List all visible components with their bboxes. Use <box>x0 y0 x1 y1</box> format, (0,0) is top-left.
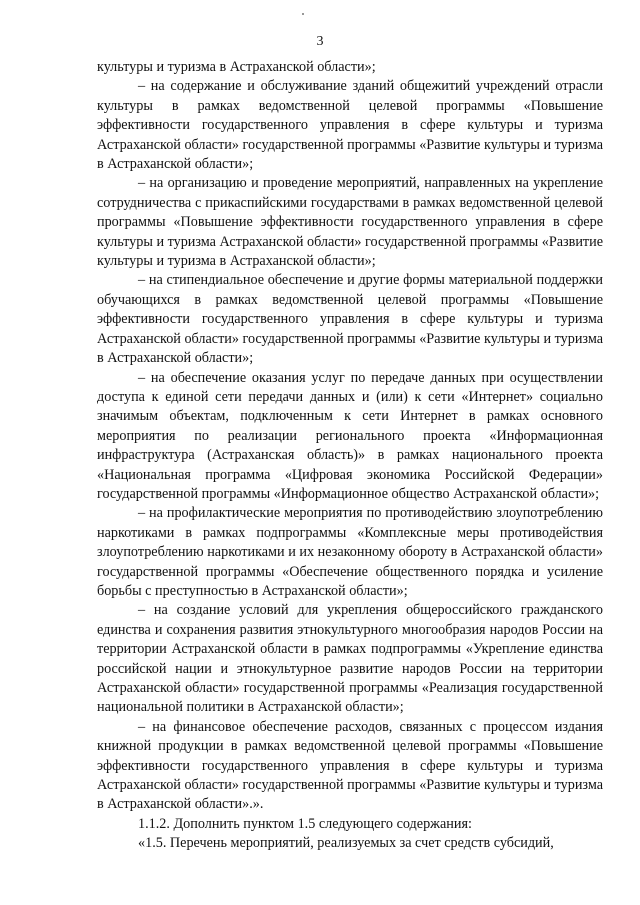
paragraph: – на создание условий для укрепления общероссийского гражданского единства и сохранения развития этнокультурного многообразия народов России на территории Астраханской области в рамках подпрограммы «Укрепление единства российской нации и этнокультурное развитие народов России на территории Астраханской области» государственной программы «Реализация государственной национальной политики в Астраханской области»; <box>97 602 603 716</box>
paragraph: – на финансовое обеспечение расходов, связанных с процессом издания книжной продукции в рамках ведомственной целевой программы «Повышение эффективности государственного управления в сфере культуры и туризма Астраханской области» государственной программы «Развитие культуры и туризма в Астраханской области».». <box>97 718 603 813</box>
paragraph: – на содержание и обслуживание зданий общежитий учреждений отрасли культуры в рамках ведомственной целевой программы «Повышение эффективности государственного управления в сфере культуры и туризма Астраханской области» государственной программы «Развитие культуры и туризма в Астраханской области»; <box>97 78 603 173</box>
paragraph: – на стипендиальное обеспечение и другие формы материальной поддержки обучающихся в рамках ведомственной целевой программы «Повышение эффективности государственного управления в сфере культуры и туризма Астраханской области» государственной программы «Развитие культуры и туризма в Астраханской области»; <box>97 272 603 367</box>
paragraph: – на организацию и проведение мероприятий, направленных на укрепление сотрудничества с прикаспийскими государствами в рамках ведомственной целевой программы «Повышение эффективности государственного управления в сфере культуры и туризма Астраханской области» государственной программы «Развитие культуры и туризма в Астраханской области»; <box>97 175 603 270</box>
page-number: 3 <box>316 34 324 49</box>
paragraph: – на обеспечение оказания услуг по передаче данных при осуществлении доступа к единой сети передачи данных и (или) к сети «Интернет» социально значимым объектам, подключенным к сети Интернет в рамках основного мероприятия по реализации регионального проекта «Информационная инфраструктура (Астраханская область)» в рамках национального проекта «Национальная программа «Цифровая экономика Российской Федерации» государственной программы «Информационное общество Астраханской области»; <box>97 369 603 502</box>
scan-artifact <box>302 13 304 15</box>
paragraph: «1.5. Перечень мероприятий, реализуемых за счет средств субсидий, <box>138 835 554 852</box>
paragraph: 1.1.2. Дополнить пунктом 1.5 следующего содержания: <box>138 815 472 832</box>
paragraph: – на профилактические мероприятия по противодействию злоупотреблению наркотиками в рамках подпрограммы «Комплексные меры противодействия злоупотреблению наркотиками и их незаконному обороту в Астраханской области» государственной программы «Обеспечение общественного порядка и усиление борьбы с преступностью в Астраханской области»; <box>97 505 603 599</box>
document-body <box>97 58 603 854</box>
paragraph: культуры и туризма в Астраханской области»; <box>97 59 376 75</box>
